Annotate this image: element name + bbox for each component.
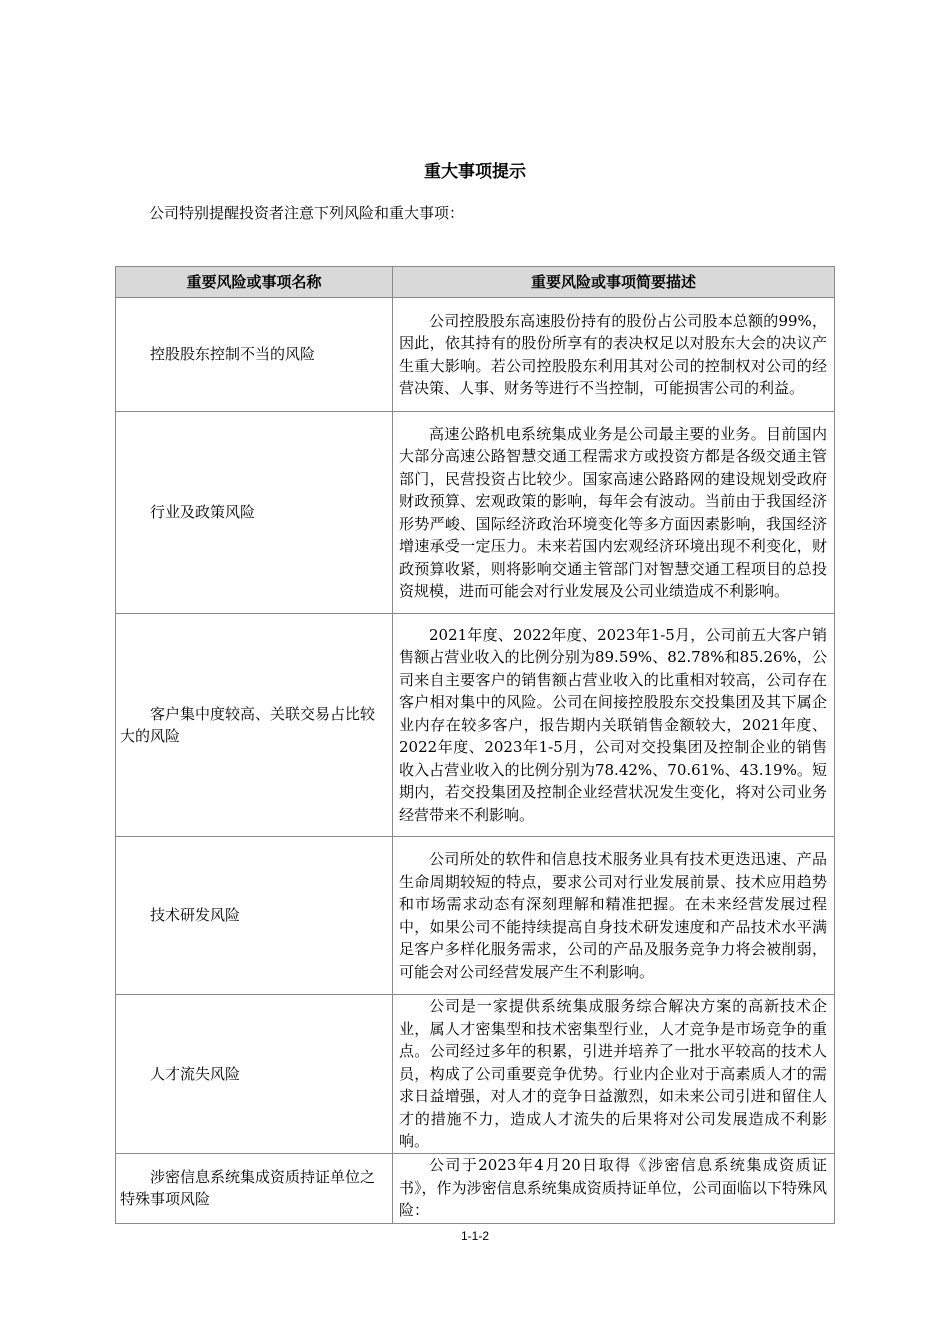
risk-description-cell: 高速公路机电系统集成业务是公司最主要的业务。目前国内大部分高速公路智慧交通工程需求方或投资方都是各级交通主管部门，民营投资占比较少。国家高速公路路网的建设规划受政府财政预算、宏观政策的影响，每年会有波动。当前由于我国经济形势严峻、国际经济政治环境变化等多方面因素影响，我国经济增速承受一定压力。未来若国内宏观经济环境出现不利变化，财政预算收紧，则将影响交通主管部门对智慧交通工程项目的总投资规模，进而可能会对行业发展及公司业绩造成不利影响。 (393, 412, 835, 614)
table-row (116, 412, 835, 614)
risk-name-cell: 控股股东控制不当的风险 (116, 298, 393, 412)
risk-description-cell: 公司于2023年4月20日取得《涉密信息系统集成资质证书》，作为涉密信息系统集成资质持证单位，公司面临以下特殊风险： (393, 1153, 835, 1223)
page-title: 重大事项提示 (424, 162, 526, 182)
risk-description-cell: 2021年度、2022年度、2023年1-5月，公司前五大客户销售额占营业收入的比例分别为89.59%、82.78%和85.26%，公司来自主要客户的销售额占营业收入的比重相对较高，公司存在客户相对集中的风险。公司在间接控股股东交投集团及其下属企业内存在较多客户，报告期内关联销售金额较大，2021年度、2022年度、2023年1-5月，公司对交投集团及控制企业的销售收入占营业收入的比例分别为78.42%、70.61%、43.19%。短期内，若交投集团及控制企业经营状况发生变化，将对公司业务经营带来不利影响。 (393, 614, 835, 837)
risk-description-cell: 公司是一家提供系统集成服务综合解决方案的高新技术企业，属人才密集型和技术密集型行业，人才竞争是市场竞争的重点。公司经过多年的积累，引进并培养了一批水平较高的技术人员，构成了公司重要竞争优势。行业内企业对于高素质人才的需求日益增强，对人才的竞争日益激烈，如未来公司引进和留住人才的措施不力，造成人才流失的后果将对公司发展造成不利影响。 (393, 995, 835, 1154)
risk-name-cell: 技术研发风险 (116, 837, 393, 995)
header-risk-description: 重要风险或事项简要描述 (393, 267, 835, 298)
table-row (116, 614, 835, 837)
table-row (116, 298, 835, 412)
header-risk-name: 重要风险或事项名称 (116, 267, 393, 298)
page-number: 1-1-2 (460, 1229, 489, 1243)
risk-table (115, 266, 835, 1224)
risk-name-cell: 行业及政策风险 (116, 412, 393, 614)
table-row (116, 995, 835, 1154)
risk-name-cell: 人才流失风险 (116, 995, 393, 1154)
table-row (116, 837, 835, 995)
risk-description-cell: 公司所处的软件和信息技术服务业具有技术更迭迅速、产品生命周期较短的特点，要求公司对行业发展前景、技术应用趋势和市场需求动态有深刻理解和精准把握。在未来经营发展过程中，如果公司不能持续提高自身技术研发速度和产品技术水平满足客户多样化服务需求，公司的产品及服务竞争力将会被削弱，可能会对公司经营发展产生不利影响。 (393, 837, 835, 995)
table-header-row (116, 267, 835, 298)
risk-name-cell: 客户集中度较高、关联交易占比较大的风险 (116, 614, 393, 837)
table-row (116, 1153, 835, 1223)
risk-name-cell: 涉密信息系统集成资质持证单位之特殊事项风险 (116, 1153, 393, 1223)
risk-description-cell: 公司控股股东高速股份持有的股份占公司股本总额的99%，因此，依其持有的股份所享有的表决权足以对股东大会的决议产生重大影响。若公司控股股东利用其对公司的控制权对公司的经营决策、人事、财务等进行不当控制，可能损害公司的利益。 (393, 298, 835, 412)
intro-paragraph: 公司特别提醒投资者注意下列风险和重大事项： (149, 204, 465, 222)
